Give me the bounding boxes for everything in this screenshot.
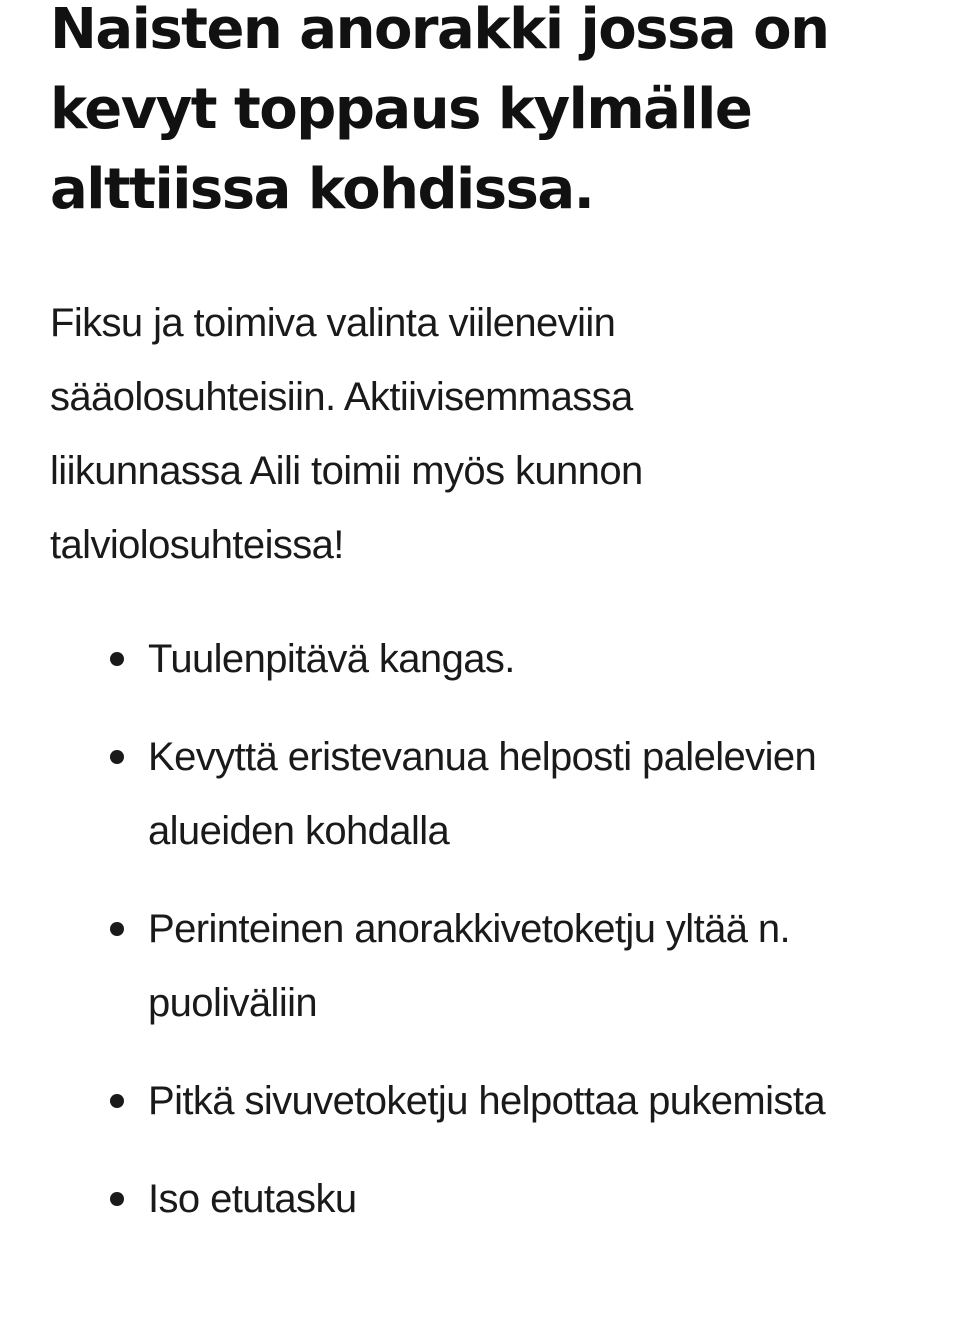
feature-item (148, 892, 918, 1040)
bullet-icon (110, 922, 124, 936)
feature-text: Pitkä sivuvetoketju helpottaa pukemista (148, 1079, 825, 1123)
bullet-icon (110, 750, 124, 764)
feature-item (148, 622, 918, 696)
bullet-icon (110, 652, 124, 666)
bullet-icon (110, 1094, 124, 1108)
feature-text: Tuulenpitävä kangas. (148, 637, 515, 681)
feature-text: Iso etutasku (148, 1177, 357, 1221)
product-headline: Naisten anorakki jossa on kevyt toppaus kylmälle alttiissa kohdissa. (50, 0, 829, 222)
bullet-icon (110, 1192, 124, 1206)
product-intro-text: Fiksu ja toimiva valinta viileneviin sääolosuhteisiin. Aktiivisemmassa liikunnassa Aili toimii myös kunnon talviolosuhteissa! (50, 301, 643, 567)
feature-item (148, 1064, 918, 1138)
feature-text: Kevyttä eristevanua helposti palelevien alueiden kohdalla (148, 735, 817, 853)
feature-item (148, 720, 918, 868)
feature-item (148, 1162, 918, 1236)
feature-text: Perinteinen anorakkivetoketju yltää n. puoliväliin (148, 907, 791, 1025)
feature-list (50, 622, 920, 1236)
product-description (50, 0, 920, 1260)
